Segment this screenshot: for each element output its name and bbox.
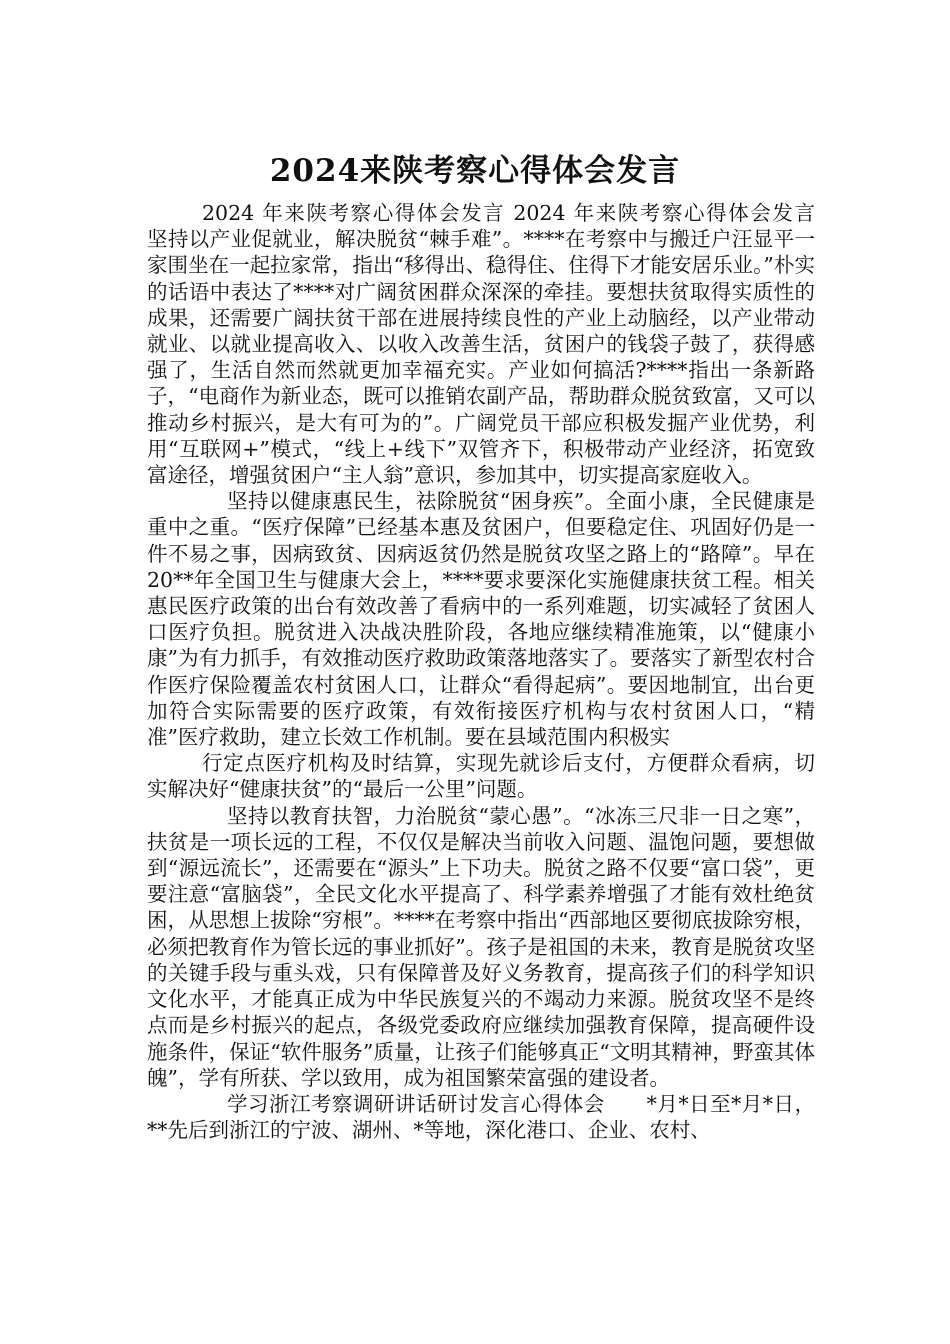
paragraph-health: 坚持以健康惠民生，祛除脱贫“困身疾”。全面小康，全民健康是重中之重。“医疗保障”已经基本惠及贫困户，但要稳定住、巩固好仍是一件不易之事，因病致贫、因病返贫仍然是脱贫攻坚之路上的“路障”。早在 20**年全国卫生与健康大会上，****要求要深化实施健康扶贫工程。相关惠民医疗政策的出台有效改善了看病中的一系列难题，切实减轻了贫困人口医疗负担。脱贫进入决战决胜阶段，各地应继续精准施策，以“健康小康”为有力抓手，有效推动医疗救助政策落地落实了。要落实了新型农村合作医疗保险覆盖农村贫困人口，让群众“看得起病”。要因地制宜，出台更加符合实际需要的医疗政策，有效衔接医疗机构与农村贫困人口，“精准”医疗救助，建立长效工作机制。要在县域范围内积极实 <box>147 489 815 750</box>
paragraph-industry: 2024 年来陕考察心得体会发言 2024 年来陕考察心得体会发言 坚持以产业促就业，解决脱贫“棘手难”。****在考察中与搬迁户汪显平一家围坐在一起拉家常，指出“移得出、稳得住、住得下才能安居乐业。”朴实的话语中表达了****对广阔贫困群众深深的牵挂。要想扶贫取得实质性的成果，还需要广阔扶贫干部在进展持续良性的产业上动脑经，以产业带动就业、以就业提高收入、以收入改善生活，贫困户的钱袋子鼓了，获得感强了，生活自然而然就更加幸福充实。产业如何搞活?****指出一条新路子，“电商作为新业态，既可以推销农副产品，帮助群众脱贫致富，又可以推动乡村振兴，是大有可为的”。广阔党员干部应积极发掘产业优势，利用“互联网+”模式，“线上+线下”双管齐下，积极带动产业经济，拓宽致富途径，增强贫困户“主人翁”意识，参加其中，切实提高家庭收入。 <box>147 201 856 488</box>
document-body <box>147 200 856 1143</box>
paragraph-health-continued: 行定点医疗机构及时结算，实现先就诊后支付，方便群众看病，切实解决好“健康扶贫”的“最后一公里”问题。 <box>147 751 815 802</box>
paragraph-zhejiang: 学习浙江考察调研讲话研讨发言心得体会 *月*日至*月*日，**先后到浙江的宁波、湖州、*等地，深化港口、企业、农村、 <box>147 1091 815 1143</box>
paragraph-education: 坚持以教育扶智，力治脱贫“蒙心愚”。“冰冻三尺非一日之寒”，扶贫是一项长远的工程，不仅仅是解决当前收入问题、温饱问题，要想做到“源远流长”，还需要在“源头”上下功夫。脱贫之路不仅要“富口袋”，更要注意“富脑袋”，全民文化水平提高了、科学素养增强了才能有效杜绝贫困，从思想上拔除“穷根”。****在考察中指出“西部地区要彻底拔除穷根，必须把教育作为管长远的事业抓好”。孩子是祖国的未来，教育是脱贫攻坚的关键手段与重头戏，只有保障普及好义务教育，提高孩子们的科学知识文化水平，才能真正成为中华民族复兴的不竭动力来源。脱贫攻坚不是终点而是乡村振兴的起点，各级党委政府应继续加强教育保障，提高硬件设施条件，保证“软件服务”质量，让孩子们能够真正“文明其精神，野蛮其体魄”，学有所获、学以致用，成为祖国繁荣富强的建设者。 <box>147 803 815 1090</box>
page-title: 2024来陕考察心得体会发言 <box>269 152 681 189</box>
